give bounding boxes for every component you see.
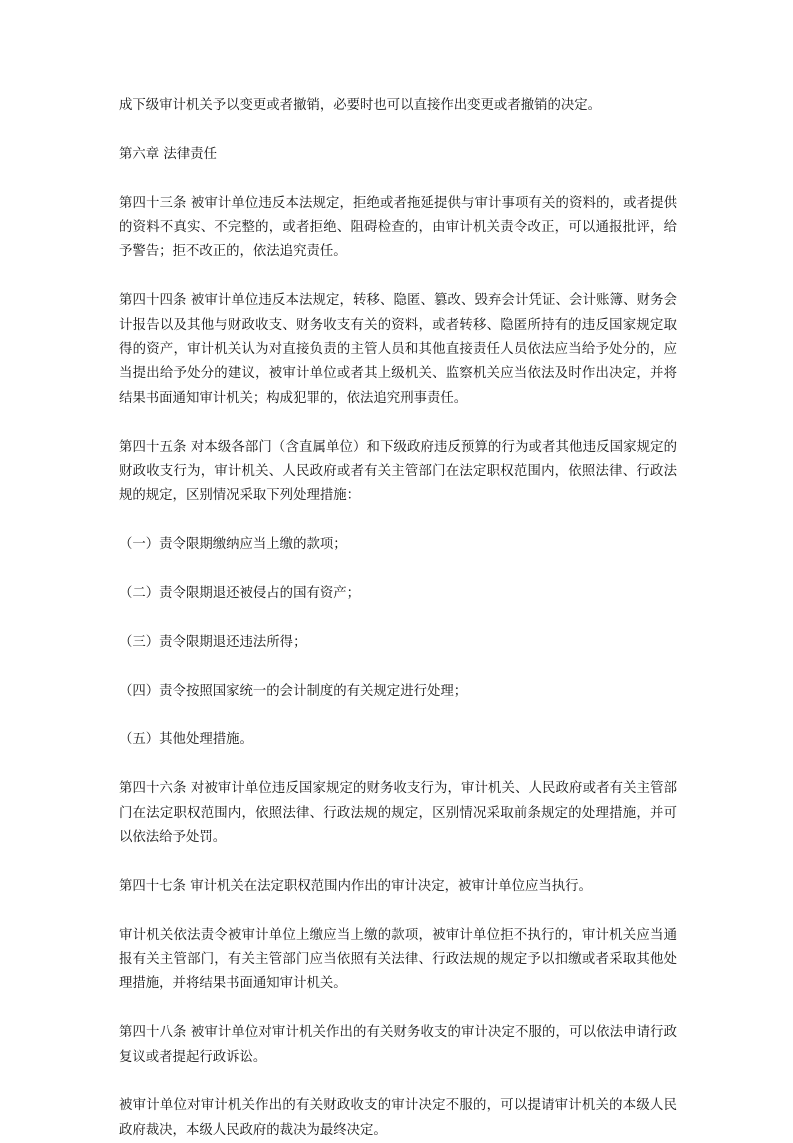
article-46: 第四十六条 对被审计单位违反国家规定的财务收支行为，审计机关、人民政府或者有关主管部门在法定职权范围内，依照法律、行政法规的规定，区别情况采取前条规定的处理措施，并可以依法给予处罚。 [119,781,677,846]
article-47: 第四十七条 审计机关在法定职权范围内作出的审计决定，被审计单位应当执行。 [119,878,592,894]
measure-item-3: （三）责令限期退还违法所得； [119,634,307,650]
document-body [119,94,677,1143]
measure-item-1: （一）责令限期缴纳应当上缴的款项； [119,537,347,553]
article-43: 第四十三条 被审计单位违反本法规定，拒绝或者拖延提供与审计事项有关的资料的，或者提供的资料不真实、不完整的，或者拒绝、阻碍检查的，由审计机关责令改正，可以通报批评，给予警告；拒不改正的，依法追究责任。 [119,195,677,260]
measure-item-4: （四）责令按照国家统一的会计制度的有关规定进行处理； [119,683,468,699]
article-47-paragraph-2: 审计机关依法责令被审计单位上缴应当上缴的款项，被审计单位拒不执行的，审计机关应当通报有关主管部门，有关主管部门应当依照有关法律、行政法规的规定予以扣缴或者采取其他处理措施，并将结果书面通知审计机关。 [119,927,677,992]
chapter-heading: 第六章 法律责任 [119,146,217,162]
measure-item-2: （二）责令限期退还被侵占的国有资产； [119,586,361,602]
measure-item-5: （五）其他处理措施。 [119,732,253,748]
article-45: 第四十五条 对本级各部门（含直属单位）和下级政府违反预算的行为或者其他违反国家规定的财政收支行为，审计机关、人民政府或者有关主管部门在法定职权范围内，依照法律、行政法规的规定，区别情况采取下列处理措施： [119,439,677,504]
paragraph-continuation: 成下级审计机关予以变更或者撤销，必要时也可以直接作出变更或者撤销的决定。 [119,98,602,113]
article-48-paragraph-2: 被审计单位对审计机关作出的有关财政收支的审计决定不服的，可以提请审计机关的本级人民政府裁决，本级人民政府的裁决为最终决定。 [119,1098,677,1138]
article-48: 第四十八条 被审计单位对审计机关作出的有关财务收支的审计决定不服的，可以依法申请行政复议或者提起行政诉讼。 [119,1025,677,1065]
article-44: 第四十四条 被审计单位违反本法规定，转移、隐匿、篡改、毁弃会计凭证、会计账簿、财务会计报告以及其他与财政收支、财务收支有关的资料，或者转移、隐匿所持有的违反国家规定取得的资产，审计机关认为对直接负责的主管人员和其他直接责任人员依法应当给予处分的，应当提出给予处分的建议，被审计单位或者其上级机关、监察机关应当依法及时作出决定，并将结果书面通知审计机关；构成犯罪的，依法追究刑事责任。 [119,293,677,406]
